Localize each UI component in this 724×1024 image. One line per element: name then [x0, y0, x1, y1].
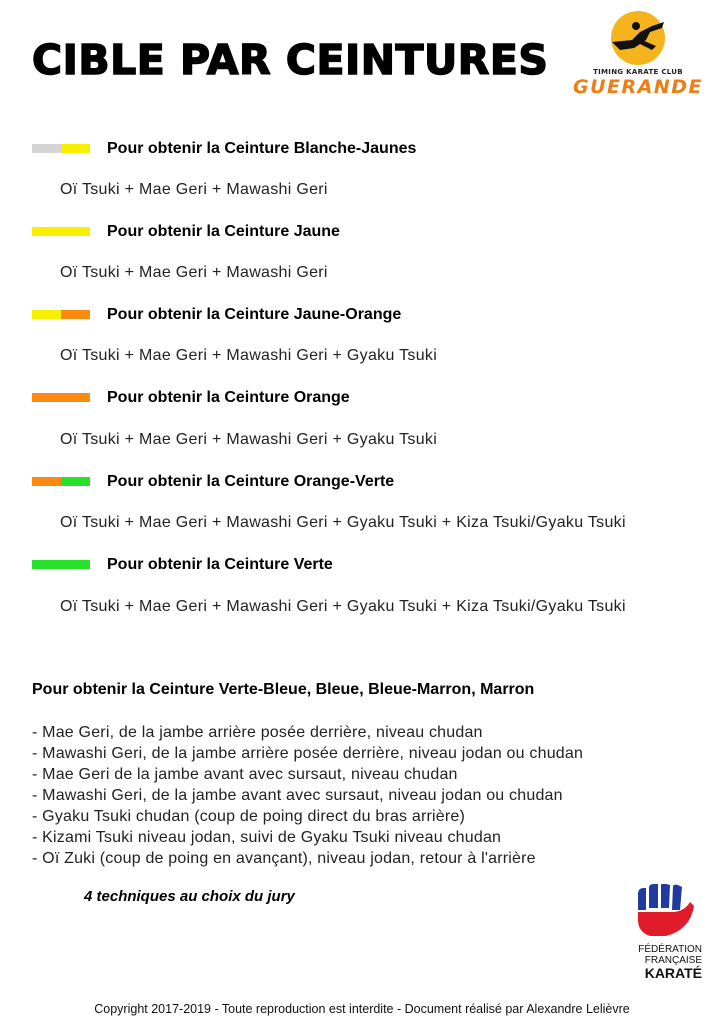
federation-line2: FRANÇAISE: [644, 955, 702, 966]
belt-techniques: Oï Tsuki + Mae Geri + Mawashi Geri: [60, 181, 328, 198]
belt-techniques: Oï Tsuki + Mae Geri + Mawashi Geri + Gyaku Tsuki: [60, 347, 438, 364]
belt-swatch: [32, 477, 90, 486]
belt-techniques: Oï Tsuki + Mae Geri + Mawashi Geri + Gyaku Tsuki + Kiza Tsuki/Gyaku Tsuki: [60, 514, 626, 531]
page-title: CIBLE PAR CEINTURES: [32, 36, 549, 84]
ffk-emblem-icon: [632, 884, 696, 940]
list-item: - Kizami Tsuki niveau jodan, suivi de Gyaku Tsuki niveau chudan: [32, 829, 502, 846]
list-item: - Mae Geri, de la jambe arrière posée derrière, niveau chudan: [32, 724, 483, 741]
club-subtitle: TIMING KARATE CLUB: [593, 68, 683, 76]
karate-fighter-logo-icon: [606, 10, 670, 68]
copyright-footer: Copyright 2017-2019 - Toute reproduction est interdite - Document réalisé par Alexandre Lelièvre: [94, 1002, 630, 1016]
belt-swatch: [32, 393, 90, 402]
belt-title: Pour obtenir la Ceinture Orange: [107, 389, 350, 406]
belt-title: Pour obtenir la Ceinture Verte: [107, 556, 333, 573]
belt-orange: [32, 386, 692, 410]
belt-orange-verte: [32, 470, 692, 494]
federation-logo: [630, 884, 706, 984]
belt-verte: [32, 553, 692, 577]
belt-swatch: [32, 227, 90, 236]
federation-line1: FÉDÉRATION: [638, 944, 702, 955]
federation-line3: KARATÉ: [644, 965, 702, 981]
belt-swatch: [32, 560, 90, 569]
belt-swatch: [32, 310, 90, 319]
belt-title: Pour obtenir la Ceinture Jaune: [107, 223, 340, 240]
jury-note: 4 techniques au choix du jury: [84, 888, 295, 905]
club-name: GUERANDE: [573, 76, 703, 98]
advanced-techniques-list: [32, 722, 583, 869]
belt-techniques: Oï Tsuki + Mae Geri + Mawashi Geri: [60, 264, 328, 281]
belt-jaune-orange: [32, 303, 692, 327]
belt-jaune: [32, 220, 692, 244]
list-item: - Mae Geri de la jambe avant avec sursaut, niveau chudan: [32, 766, 458, 783]
belt-title: Pour obtenir la Ceinture Blanche-Jaunes: [107, 140, 417, 157]
belt-title: Pour obtenir la Ceinture Jaune-Orange: [107, 306, 402, 323]
advanced-belts-title: Pour obtenir la Ceinture Verte-Bleue, Bleue, Bleue-Marron, Marron: [32, 681, 535, 698]
list-item: - Gyaku Tsuki chudan (coup de poing direct du bras arrière): [32, 808, 466, 825]
belt-techniques: Oï Tsuki + Mae Geri + Mawashi Geri + Gyaku Tsuki + Kiza Tsuki/Gyaku Tsuki: [60, 598, 626, 615]
federation-name: [626, 944, 702, 981]
club-logo: [556, 10, 720, 100]
list-item: - Mawashi Geri, de la jambe arrière posée derrière, niveau jodan ou chudan: [32, 745, 584, 762]
list-item: - Oï Zuki (coup de poing en avançant), niveau jodan, retour à l'arrière: [32, 850, 536, 867]
list-item: - Mawashi Geri, de la jambe avant avec sursaut, niveau jodan ou chudan: [32, 787, 563, 804]
belt-techniques: Oï Tsuki + Mae Geri + Mawashi Geri + Gyaku Tsuki: [60, 431, 438, 448]
belt-blanche-jaunes: [32, 137, 692, 161]
belt-title: Pour obtenir la Ceinture Orange-Verte: [107, 473, 395, 490]
belt-swatch: [32, 144, 90, 153]
